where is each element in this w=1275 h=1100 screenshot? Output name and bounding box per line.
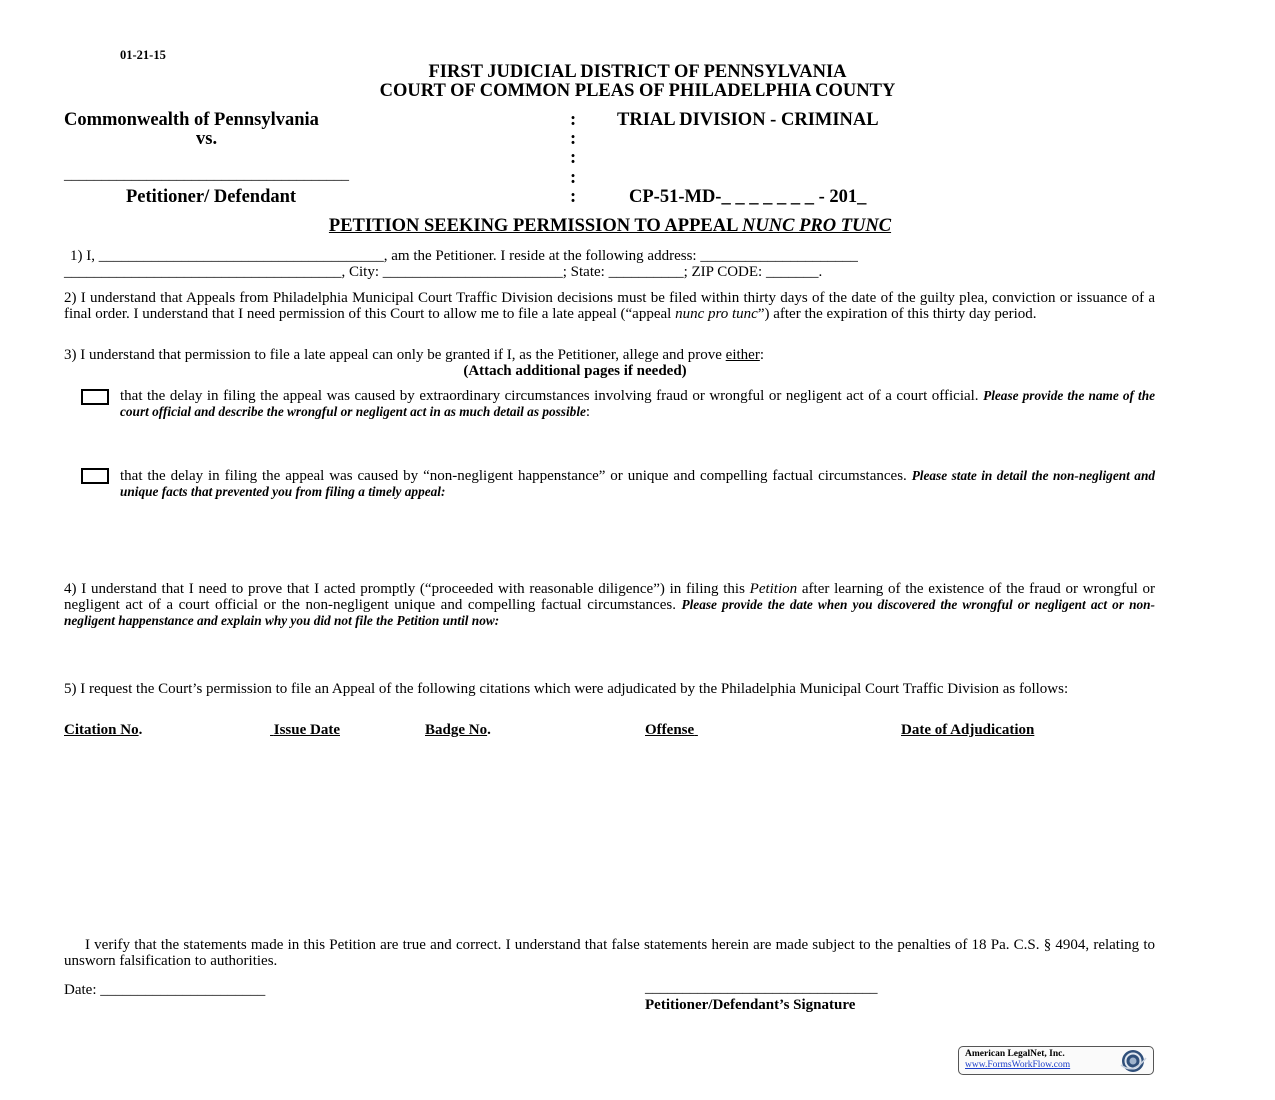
column-offense: Offense xyxy=(645,722,695,738)
court-header-line2: COURT OF COMMON PLEAS OF PHILADELPHIA COUNTY xyxy=(379,81,896,101)
item2-paragraph: 2) I understand that Appeals from Philadelphia Municipal Court Traffic Division decisions must be filed within thirty days of the date of the guilty plea, conviction or issuance of a final order. I understand that I need permission of this Court to allow me to file a late appeal (“appeal nunc pro tunc”) after the expiration of this thirty day period. xyxy=(64,290,1155,322)
title-prefix: PETITION SEEKING PERMISSION TO APPEAL xyxy=(328,216,743,236)
option-a-checkbox[interactable] xyxy=(81,389,109,405)
column-date-of-adjudication: Date of Adjudication xyxy=(901,722,1035,738)
column-issue-date: Issue Date xyxy=(273,722,340,738)
caption-colon: : xyxy=(570,148,577,168)
footer-company: American LegalNet, Inc. xyxy=(965,1049,1065,1059)
caption-case-number[interactable]: CP-51-MD-_ _ _ _ _ _ _ - 201_ xyxy=(629,187,867,207)
item3-paragraph: 3) I understand that permission to file a late appeal can only be granted if I, as the Petitioner, allege and prove either: xyxy=(64,347,764,363)
caption-plaintiff: Commonwealth of Pennsylvania xyxy=(64,110,319,130)
column-badge-no: Badge No. xyxy=(425,722,491,738)
verification-paragraph: I verify that the statements made in this Petition are true and correct. I understand that false statements herein are made subject to the penalties of 18 Pa. C.S. § 4904, relating to unsworn falsification to authorities. xyxy=(64,937,1155,969)
caption-colon: : xyxy=(570,129,577,149)
option-a-text: that the delay in filing the appeal was caused by extraordinary circumstances involving fraud or wrongful or negligent act of a court official. Please provide the name of the court official and describe the wrongful or negligent act in as much detail as possible: xyxy=(120,388,1155,420)
attach-note: (Attach additional pages if needed) xyxy=(463,363,687,379)
american-legalnet-logo[interactable] xyxy=(958,1046,1154,1075)
date-field[interactable]: Date: ______________________ xyxy=(64,982,266,998)
caption-colon: : xyxy=(570,110,577,130)
caption-vs: vs. xyxy=(196,129,218,149)
caption-colon: : xyxy=(570,168,577,188)
caption-division: TRIAL DIVISION - CRIMINAL xyxy=(617,110,879,130)
caption-defendant-name-line[interactable]: ______________________________________ xyxy=(64,167,349,183)
option-b-checkbox[interactable] xyxy=(81,468,109,484)
item5-paragraph: 5) I request the Court’s permission to file an Appeal of the following citations which were adjudicated by the Philadelphia Municipal Court Traffic Division as follows: xyxy=(64,681,1069,697)
footer-url[interactable]: www.FormsWorkFlow.com xyxy=(965,1060,1071,1070)
caption-colon: : xyxy=(570,187,577,207)
item4-paragraph: 4) I understand that I need to prove that I acted promptly (“proceeded with reasonable diligence”) in filing this Petition after learning of the existence of the fraud or wrongful or negligent act of a court official or the non-negligent unique and compelling factual circumstances. Please provide the date when you discovered the wrongful or negligent act or non-negligent happenstance and explain why you did not file the Petition until now: xyxy=(64,581,1155,628)
petition-title xyxy=(0,216,1220,237)
caption-petitioner-label: Petitioner/ Defendant xyxy=(126,187,297,207)
signature-line[interactable]: _______________________________ xyxy=(645,980,878,996)
form-code: 01-21-15 xyxy=(120,48,166,62)
signature-label: Petitioner/Defendant’s Signature xyxy=(645,997,856,1013)
court-header-line1: FIRST JUDICIAL DISTRICT OF PENNSYLVANIA xyxy=(428,62,847,82)
item1-line2[interactable]: _____________________________________, City: ________________________; State: __________; ZIP CODE: _______. xyxy=(64,264,823,280)
title-italic: NUNC PRO TUNC xyxy=(742,216,892,236)
column-citation-no: Citation No. xyxy=(64,722,143,738)
item1-line1[interactable]: 1) I, ______________________________________, am the Petitioner. I reside at the following address: _____________________ xyxy=(70,248,858,264)
globe-icon xyxy=(1117,1048,1149,1074)
option-b-text: that the delay in filing the appeal was caused by “non-negligent happenstance” or unique and compelling factual circumstances. Please state in detail the non-negligent and unique facts that prevented you from filing a timely appeal: xyxy=(120,468,1155,499)
